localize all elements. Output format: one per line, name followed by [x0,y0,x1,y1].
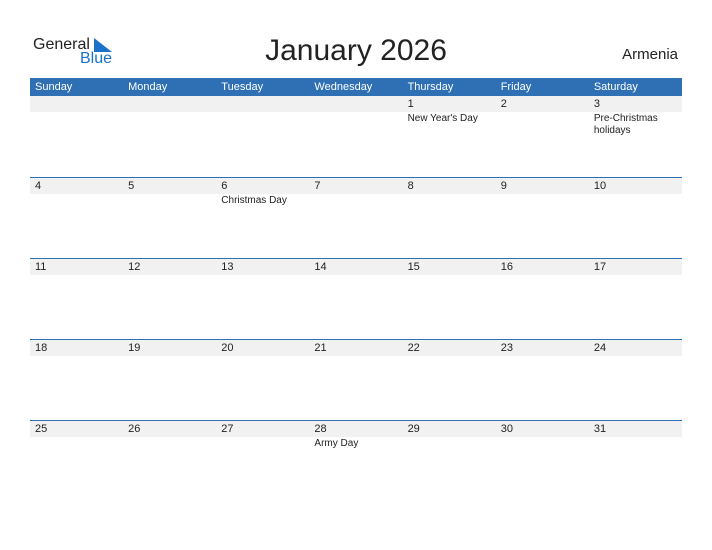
holiday-label [30,275,123,276]
weekday-header-tuesday: Tuesday [221,81,264,93]
week-row [30,177,682,258]
weekday-header-saturday: Saturday [593,81,638,93]
day-number: 15 [403,259,496,275]
day-number: 18 [30,340,123,356]
day-number: 5 [123,178,216,194]
holiday-label [123,194,216,195]
day-cell [309,178,402,258]
day-cell [403,178,496,258]
day-cell [123,96,216,177]
day-cell [216,178,309,258]
day-cell [496,421,589,501]
week-row [30,339,682,420]
day-cell [216,96,309,177]
holiday-label [123,356,216,357]
day-number: 12 [123,259,216,275]
day-number [216,96,309,112]
day-cell [309,340,402,420]
day-cell [589,178,682,258]
day-number: 3 [589,96,682,112]
day-number: 26 [123,421,216,437]
day-cell [403,340,496,420]
day-number: 9 [496,178,589,194]
day-number: 20 [216,340,309,356]
holiday-label: Army Day [314,438,359,449]
day-cell [496,178,589,258]
holiday-label [496,194,589,195]
day-cell [309,421,402,501]
holiday-label: Christmas Day [221,195,287,206]
holiday-label [216,356,309,357]
day-cell [216,259,309,339]
page-title: January 2026 [265,34,447,67]
day-cell [30,96,123,177]
country-label: Armenia [622,46,678,63]
day-cell [123,178,216,258]
week-row [30,420,682,501]
holiday-label [403,194,496,195]
holiday-label [123,275,216,276]
day-cell [30,340,123,420]
day-cell [216,340,309,420]
day-cell [309,96,402,177]
day-cell [403,421,496,501]
holiday-label [30,437,123,438]
day-number: 21 [309,340,402,356]
day-cell [403,259,496,339]
day-number: 7 [309,178,402,194]
weekday-header-friday: Friday [500,81,532,93]
holiday-label [589,356,682,357]
holiday-label [589,275,682,276]
day-cell [30,421,123,501]
holiday-label [589,437,682,438]
holiday-label [216,437,309,438]
day-cell [123,340,216,420]
calendar-grid [30,78,682,501]
day-cell [589,259,682,339]
day-number: 31 [589,421,682,437]
holiday-label [30,112,123,113]
logo-text-general: General [33,36,90,53]
day-number: 11 [30,259,123,275]
holiday-label [496,112,589,113]
holiday-label [309,275,402,276]
day-number: 17 [589,259,682,275]
day-cell [589,340,682,420]
day-cell [589,96,682,177]
day-cell [216,421,309,501]
day-cell [123,259,216,339]
day-number: 28 [309,421,402,437]
weeks-container [30,96,682,501]
holiday-label [30,356,123,357]
holiday-label [403,275,496,276]
day-number [30,96,123,112]
day-cell [403,96,496,177]
day-number: 16 [496,259,589,275]
holiday-label: New Year's Day [407,113,478,124]
holiday-label [403,356,496,357]
day-cell [496,96,589,177]
day-number: 27 [216,421,309,437]
week-row [30,258,682,339]
day-number: 22 [403,340,496,356]
holiday-label [589,194,682,195]
day-cell [496,340,589,420]
weekday-header-monday: Monday [128,81,168,93]
day-number: 30 [496,421,589,437]
holiday-label [216,112,309,113]
holiday-label [309,194,402,195]
day-number: 23 [496,340,589,356]
logo-text-blue: Blue [80,50,113,67]
day-cell [589,421,682,501]
day-number: 1 [403,96,496,112]
day-number: 2 [496,96,589,112]
day-cell [123,421,216,501]
day-number: 4 [30,178,123,194]
holiday-label [496,356,589,357]
day-number [309,96,402,112]
day-number: 29 [403,421,496,437]
week-row [30,96,682,177]
weekday-header-thursday: Thursday [407,81,454,93]
holiday-label [309,356,402,357]
holiday-label [403,437,496,438]
day-number: 19 [123,340,216,356]
day-cell [309,259,402,339]
holiday-label [309,112,402,113]
holiday-label [30,194,123,195]
day-cell [30,178,123,258]
holiday-label [496,275,589,276]
day-number: 25 [30,421,123,437]
weekday-header-row [30,78,682,96]
weekday-header-wednesday: Wednesday [314,81,373,93]
day-number: 8 [403,178,496,194]
holiday-label [216,275,309,276]
holiday-label [123,437,216,438]
day-number: 13 [216,259,309,275]
holiday-label [496,437,589,438]
day-number: 24 [589,340,682,356]
day-number [123,96,216,112]
weekday-header-sunday: Sunday [35,81,73,93]
holiday-label: Pre-Christmas holidays [593,113,658,136]
day-cell [496,259,589,339]
holiday-label [123,112,216,113]
day-number: 6 [216,178,309,194]
day-number: 14 [309,259,402,275]
day-cell [30,259,123,339]
day-number: 10 [589,178,682,194]
